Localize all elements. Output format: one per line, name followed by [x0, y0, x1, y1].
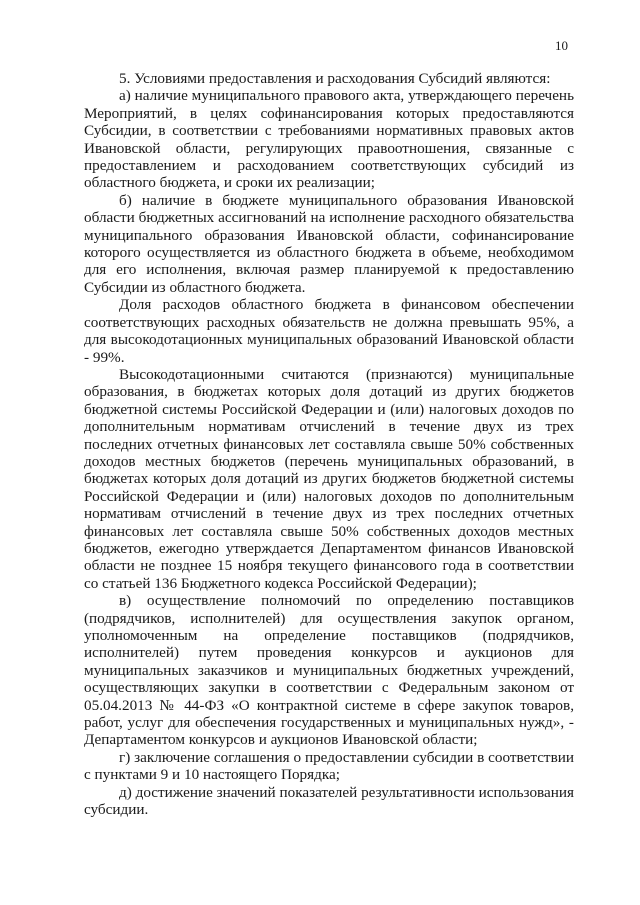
paragraph-budget-share: Доля расходов областного бюджета в финансовом обеспечении соответствующих расходных обязательств не должна превышать 95%, а для высокодотационных муниципальных образований Ивановской области - 99%.	[84, 296, 574, 366]
paragraph-high-subsidy-definition: Высокодотационными считаются (признаются) муниципальные образования, в бюджетах которых доля дотаций из других бюджетов бюджетной системы Российской Федерации и (или) налоговых доходов по дополнительным нормативам отчислений в течение двух из трех последних отчетных финансовых лет составляла свыше 50% собственных доходов местных бюджетов (перечень муниципальных образований, в бюджетах которых доля дотаций из других бюджетов бюджетной системы Российской Федерации и (или) налоговых доходов по дополнительным нормативам отчислений в течение двух из трех последних отчетных финансовых лет составляла свыше 50% собственных доходов местных бюджетов, ежегодно утверждается Департаментом финансов Ивановской области не позднее 15 ноября текущего финансового года в соответствии со статьей 136 Бюджетного кодекса Российской Федерации);	[84, 365, 574, 592]
paragraph-condition-d: д) достижение значений показателей результативности использования субсидии.	[84, 783, 574, 819]
paragraph-condition-a: а) наличие муниципального правового акта, утверждающего перечень Мероприятий, в целях софинансирования которых предоставляются Субсидии, в соответствии с требованиями нормативных правовых актов Ивановской области, регулирующих правоотношения, связанные с предоставлением и расходованием соответствующих субсидий из областного бюджета, и сроки их реализации;	[84, 87, 574, 192]
paragraph-condition-b: б) наличие в бюджете муниципального образования Ивановской области бюджетных ассигнований на исполнение расходного обязательства муниципального образования Ивановской области, софинансирование которого осуществляется из областного бюджета в объеме, необходимом для его исполнения, включая размер планируемой к предоставлению Субсидии из областного бюджета.	[84, 191, 574, 296]
paragraph-condition-v: в) осуществление полномочий по определению поставщиков (подрядчиков, исполнителей) для осуществления закупок органом, уполномоченным на определение поставщиков (подрядчиков, исполнителей) путем проведения конкурсов и аукционов для муниципальных заказчиков и муниципальных бюджетных учреждений, осуществляющих закупки в соответствии с Федеральным законом от 05.04.2013 № 44-ФЗ «О контрактной системе в сфере закупок товаров, работ, услуг для обеспечения государственных и муниципальных нужд», - Департаментом конкурсов и аукционов Ивановской области;	[84, 592, 574, 749]
paragraph-condition-g: г) заключение соглашения о предоставлении субсидии в соответствии с пунктами 9 и 10 настоящего Порядка;	[84, 748, 574, 784]
page-number: 10	[555, 38, 568, 53]
paragraph-conditions-heading: 5. Условиями предоставления и расходования Субсидий являются:	[119, 70, 551, 87]
document-body	[84, 70, 574, 818]
